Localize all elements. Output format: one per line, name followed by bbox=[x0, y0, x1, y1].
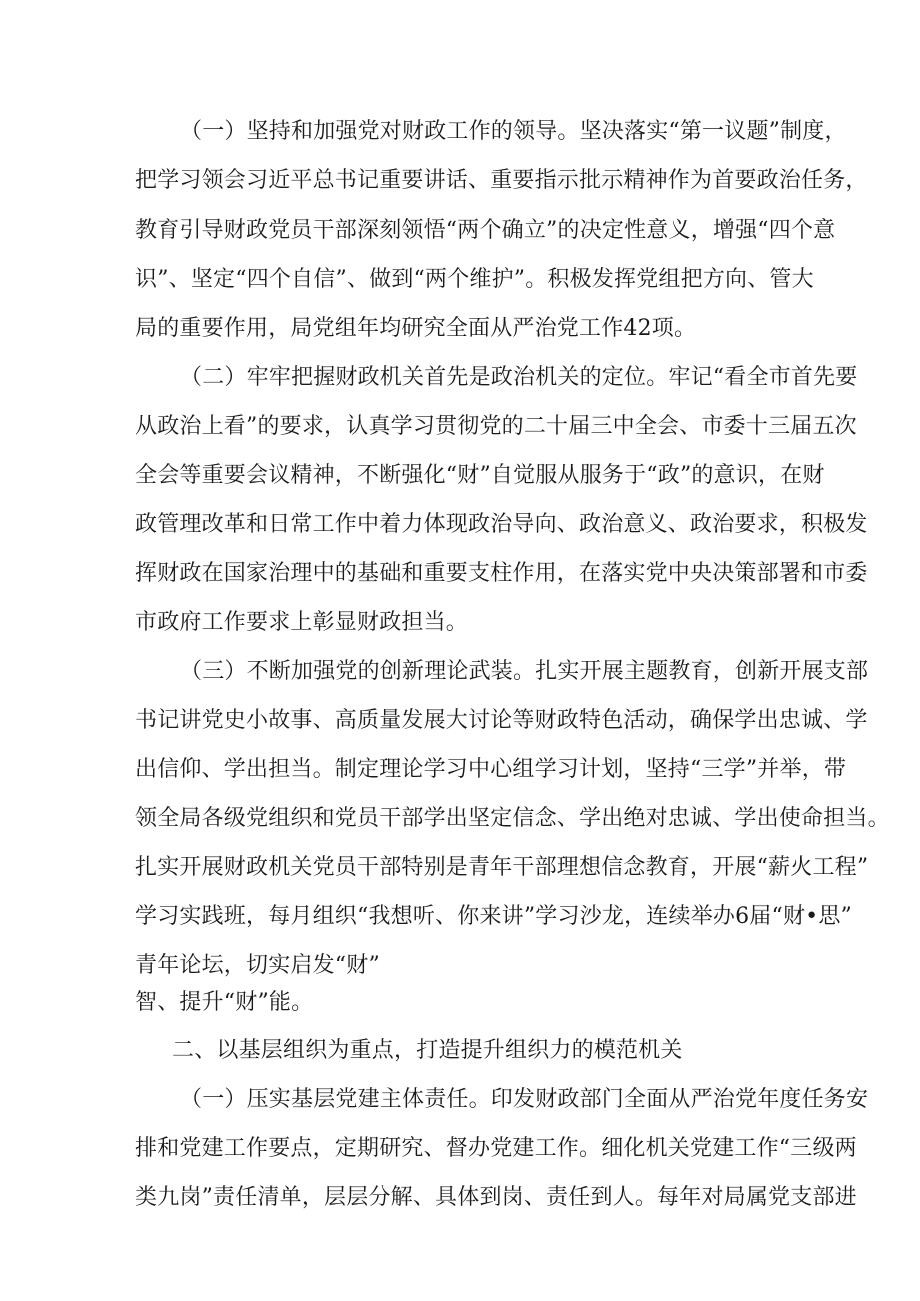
paragraph-line: 市政府工作要求上彰显财政担当。 bbox=[135, 610, 469, 635]
paragraph-line: 挥财政在国家治理中的基础和重要支柱作用，在落实党中央决策部署和市委 bbox=[135, 561, 868, 586]
paragraph-line: 全会等重要会议精神，不断强化“财”自觉服从服务于“政”的意识，在财 bbox=[135, 463, 825, 488]
paragraph-line: 把学习领会习近平总书记重要讲话、重要指示批示精神作为首要政治任务， bbox=[135, 168, 868, 193]
paragraph-line: （二）牢牢把握财政机关首先是政治机关的定位。牢记“看全市首先要 bbox=[180, 365, 858, 390]
paragraph-line: （一）压实基层党建主体责任。印发财政部门全面从严治党年度任务安 bbox=[180, 1087, 869, 1112]
paragraph-line: 局的重要作用，局党组年均研究全面从严治党工作42项。 bbox=[135, 316, 697, 341]
paragraph-line: 政管理改革和日常工作中着力体现政治导向、政治意义、政治要求，积极发 bbox=[135, 512, 868, 537]
paragraph-line: 青年论坛，切实启发“财” bbox=[135, 953, 380, 978]
paragraph-line: 学习实践班，每月组织“我想听、你来讲”学习沙龙，连续举办6届“财•思” bbox=[135, 904, 852, 929]
section-heading: 二、以基层组织为重点，打造提升组织力的模范机关 bbox=[172, 1038, 683, 1063]
paragraph-line: （一）坚持和加强党对财政工作的领导。坚决落实“第一议题”制度， bbox=[180, 119, 847, 144]
paragraph-line: 从政治上看”的要求，认真学习贯彻党的二十届三中全会、市委十三届五次 bbox=[135, 414, 857, 439]
paragraph-line: 排和党建工作要点，定期研究、督办党建工作。细化机关党建工作“三级两 bbox=[135, 1136, 857, 1161]
paragraph-line: 扎实开展财政机关党员干部特别是青年干部理想信念教育，开展“薪火工程” bbox=[135, 855, 869, 880]
paragraph-line: 教育引导财政党员干部深刻领悟“两个确立”的决定性意义，增强“四个意 bbox=[135, 218, 836, 243]
paragraph-line: 领全局各级党组织和党员干部学出坚定信念、学出绝对忠诚、学出使命担当。 bbox=[135, 806, 890, 831]
paragraph-line: 出信仰、学出担当。制定理论学习中心组学习计划，坚持“三学”并举，带 bbox=[135, 757, 847, 782]
paragraph-line: （三）不断加强党的创新理论武装。扎实开展主题教育，创新开展支部 bbox=[180, 659, 869, 684]
paragraph-line: 识”、坚定“四个自信”、做到“两个维护”。积极发挥党组把方向、管大 bbox=[135, 267, 814, 292]
paragraph-line: 书记讲党史小故事、高质量发展大讨论等财政特色活动，确保学出忠诚、学 bbox=[135, 708, 868, 733]
paragraph-line: 智、提升“财”能。 bbox=[135, 990, 314, 1015]
paragraph-line: 类九岗”责任清单，层层分解、具体到岗、责任到人。每年对局属党支部进 bbox=[135, 1185, 857, 1210]
